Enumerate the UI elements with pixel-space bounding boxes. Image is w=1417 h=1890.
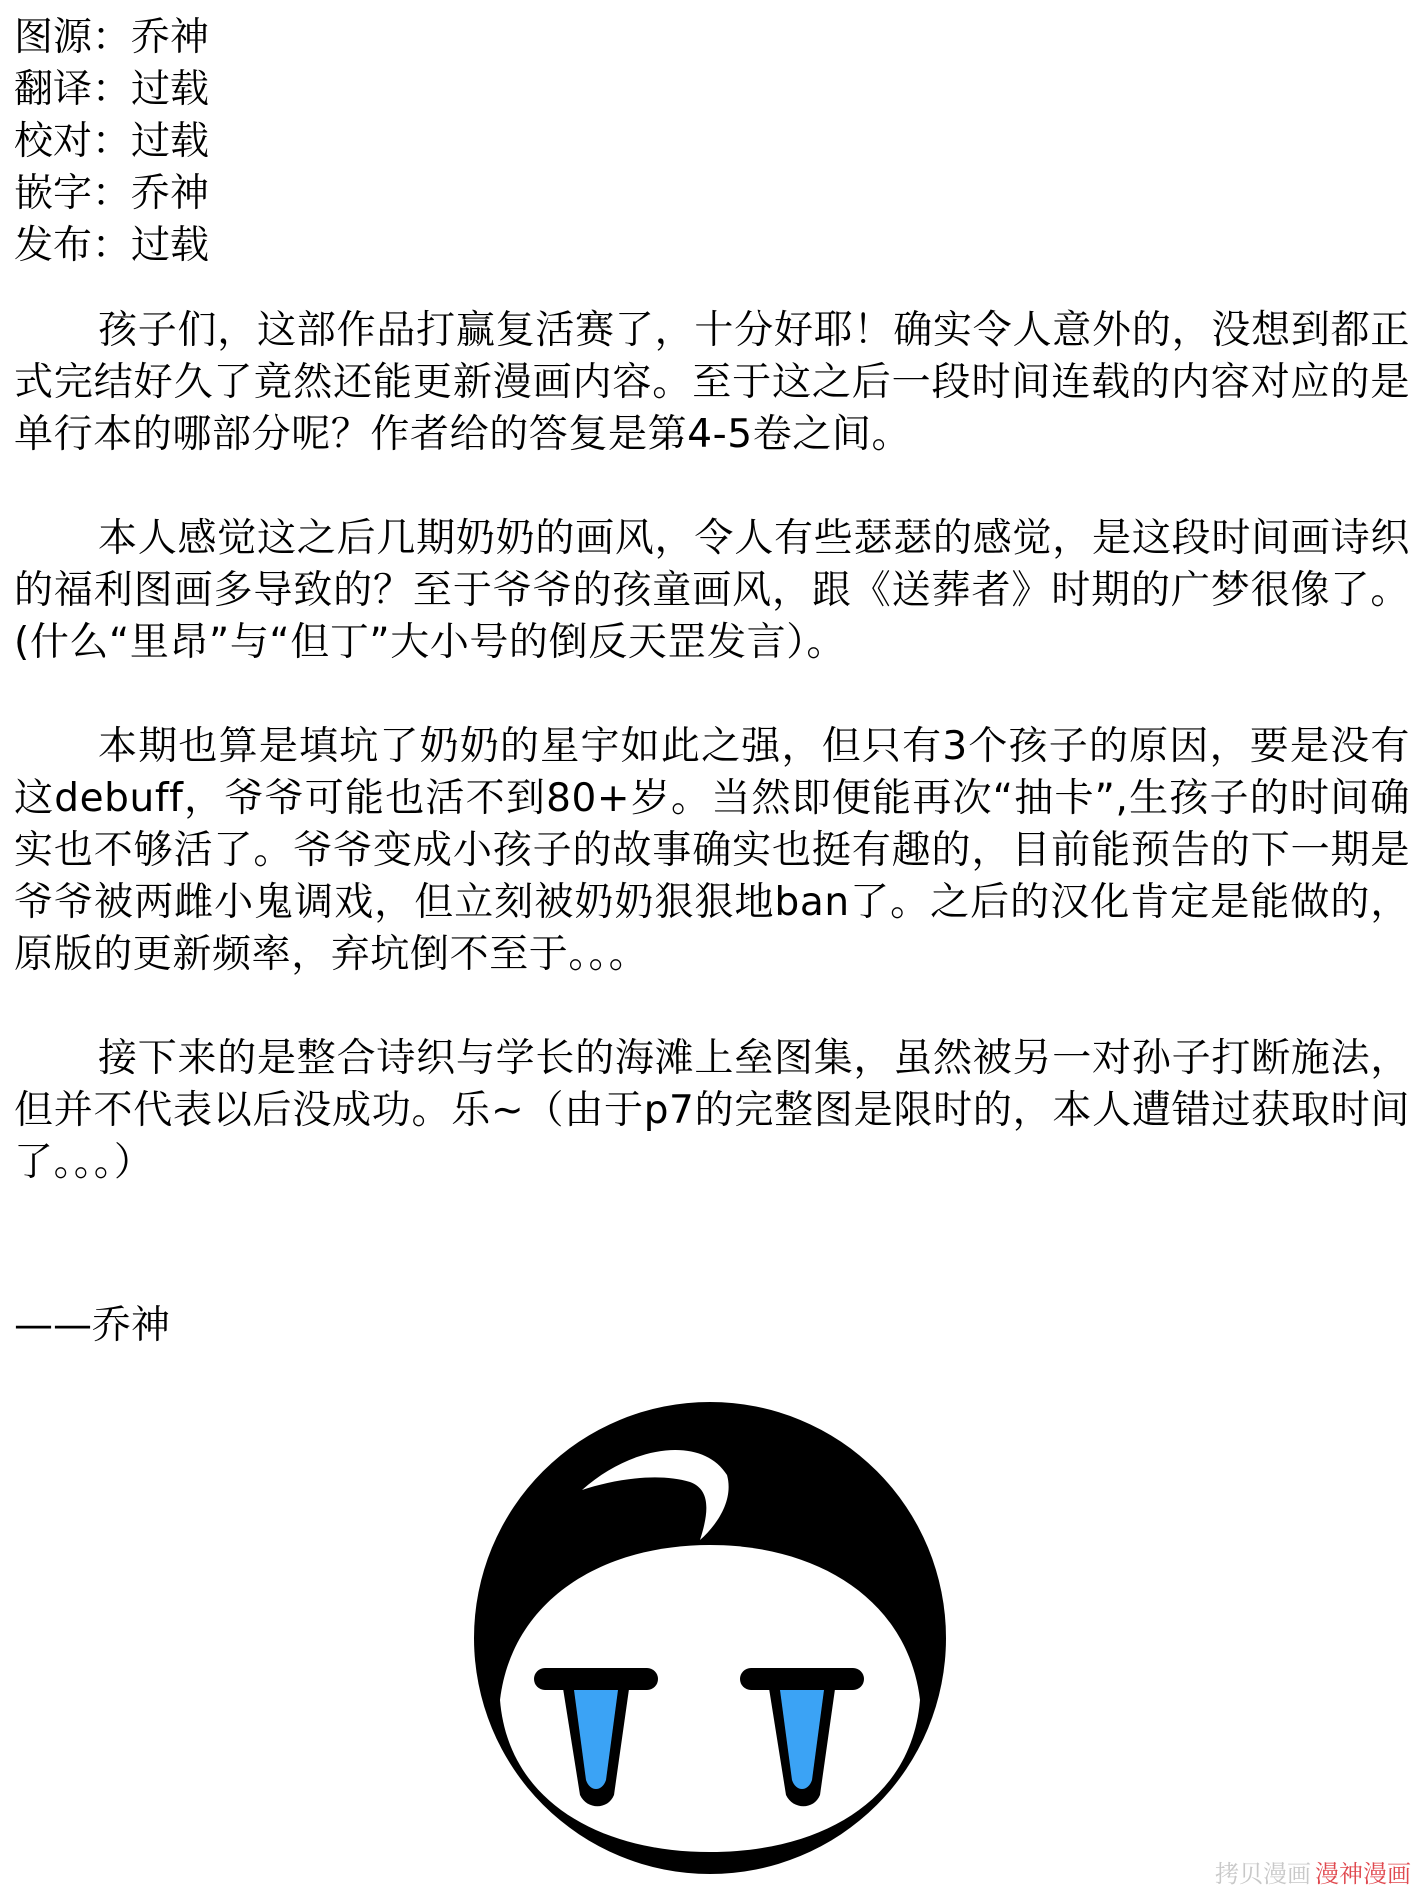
signature: ——乔神 [14,1303,171,1348]
paragraph-2: 本人感觉这之后几期奶奶的画风，令人有些瑟瑟的感觉，是这段时间画诗织的福利图画多导致的？至于爷爷的孩童画风，跟《送葬者》时期的广梦很像了。(什么“里昂”与“但丁”大小号的倒反天罡发言）。 [14,516,1410,665]
paragraph-4: 接下来的是整合诗织与学长的海滩上垒图集，虽然被另一对孙子打断施法，但并不代表以后没成功。乐~（由于p7的完整图是限时的，本人遭错过获取时间了。。。） [14,1036,1410,1185]
watermark-text-2: 漫神漫画 [1315,1860,1411,1888]
credit-line-source: 图源：乔神 [14,15,210,60]
credit-line-proofread: 校对：过载 [14,119,210,164]
mascot-face [500,1545,920,1852]
mascot-face-logo [472,1400,948,1876]
article-body [14,305,1410,1241]
credit-line-publish: 发布：过载 [14,223,210,268]
credit-line-typeset: 嵌字：乔神 [14,171,210,216]
paragraph-3: 本期也算是填坑了奶奶的星宇如此之强，但只有3个孩子的原因，要是没有这debuff，爷爷可能也活不到80+岁。当然即便能再次“抽卡”,生孩子的时间确实也不够活了。爷爷变成小孩子的故事确实也挺有趣的，目前能预告的下一期是爷爷被两雌小鬼调戏，但立刻被奶奶狠狠地ban了。之后的汉化肯定是能做的，原版的更新频率，弃坑倒不至于。。。 [14,724,1410,977]
credits-list [14,12,209,272]
watermark-text-1: 拷贝漫画 [1215,1860,1311,1888]
paragraph-1: 孩子们，这部作品打赢复活赛了，十分好耶！确实令人意外的，没想到都正式完结好久了竟然还能更新漫画内容。至于这之后一段时间连载的内容对应的是单行本的哪部分呢？作者给的答复是第4-5卷之间。 [14,308,1410,457]
watermark [1215,1860,1411,1888]
credit-line-translation: 翻译：过载 [14,67,210,112]
